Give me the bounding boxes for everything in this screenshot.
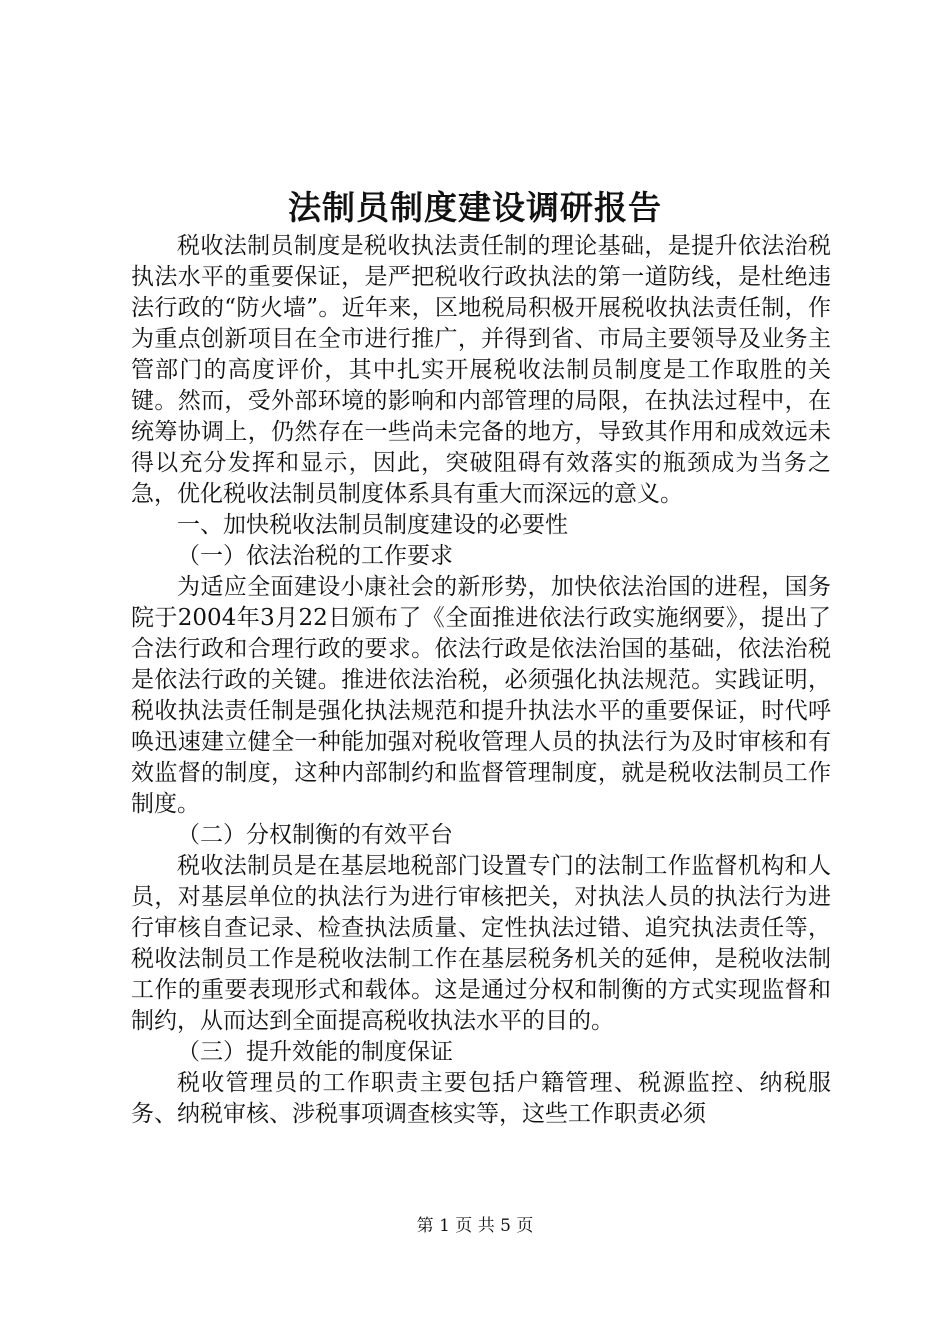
document-title: 法制员制度建设调研报告 xyxy=(288,188,662,227)
page-number-footer: 第 1 页 共 5 页 xyxy=(416,1216,534,1236)
section-heading-1: 一、加快税收法制员制度建设的必要性 xyxy=(177,512,568,538)
body-paragraph: 税收管理员的工作职责主要包括户籍管理、税源监控、纳税服务、纳税审核、涉税事项调查核实等，这些工作职责必须 xyxy=(131,1070,831,1127)
document-body xyxy=(131,231,831,1130)
subsection-heading-3: （三）提升效能的制度保证 xyxy=(177,1039,453,1065)
subsection-heading-2: （二）分权制衡的有效平台 xyxy=(177,822,453,848)
subsection-heading-1: （一）依法治税的工作要求 xyxy=(177,543,453,569)
intro-paragraph: 税收法制员制度是税收执法责任制的理论基础，是提升依法治税执法水平的重要保证，是严把税收行政执法的第一道防线，是杜绝违法行政的“防火墙”。近年来，区地税局积极开展税收执法责任制，作为重点创新项目在全市进行推广，并得到省、市局主要领导及业务主管部门的高度评价，其中扎实开展税收法制员制度是工作取胜的关键。然而，受外部环境的影响和内部管理的局限，在执法过程中，在统筹协调上，仍然存在一些尚未完备的地方，导致其作用和成效远未得以充分发挥和显示，因此，突破阻碍有效落实的瓶颈成为当务之急，优化税收法制员制度体系具有重大而深远的意义。 xyxy=(131,233,831,507)
body-paragraph: 为适应全面建设小康社会的新形势，加快依法治国的进程，国务院于2004年3月22日颁布了《全面推进依法行政实施纲要》，提出了合法行政和合理行政的要求。依法行政是依法治国的基础，依法治税是依法行政的关键。推进依法治税，必须强化执法规范。实践证明，税收执法责任制是强化执法规范和提升执法水平的重要保证，时代呼唤迅速建立健全一种能加强对税收管理人员的执法行为及时审核和有效监督的制度，这种内部制约和监督管理制度，就是税收法制员工作制度。 xyxy=(131,574,831,817)
body-paragraph: 税收法制员是在基层地税部门设置专门的法制工作监督机构和人员，对基层单位的执法行为进行审核把关，对执法人员的执法行为进行审核自查记录、检查执法质量、定性执法过错、追究执法责任等，税收法制员工作是税收法制工作在基层税务机关的延伸，是税收法制工作的重要表现形式和载体。这是通过分权和制衡的方式实现监督和制约，从而达到全面提高税收执法水平的目的。 xyxy=(131,853,831,1034)
